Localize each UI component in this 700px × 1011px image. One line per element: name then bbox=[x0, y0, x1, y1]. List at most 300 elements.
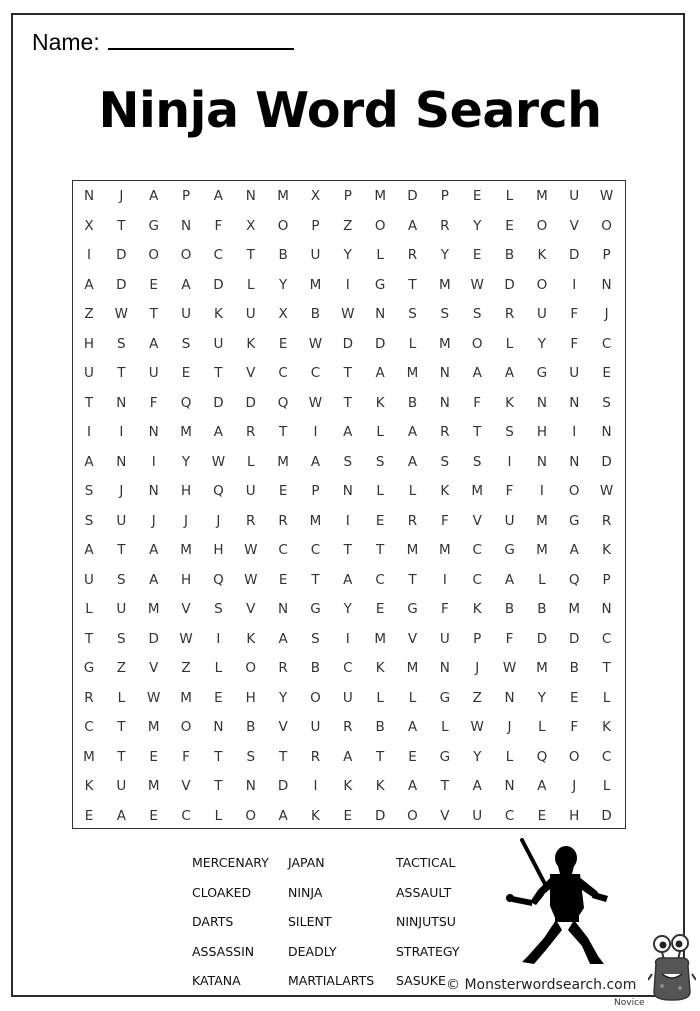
grid-cell[interactable]: L bbox=[376, 424, 384, 440]
grid-cell[interactable]: Q bbox=[213, 483, 224, 499]
grid-cell[interactable]: B bbox=[569, 660, 579, 676]
grid-cell[interactable]: C bbox=[181, 807, 191, 824]
grid-cell[interactable]: C bbox=[343, 660, 353, 676]
grid-cell[interactable]: W bbox=[599, 188, 614, 204]
grid-cell[interactable]: T bbox=[343, 394, 352, 411]
grid-cell[interactable]: V bbox=[181, 778, 191, 794]
grid-cell[interactable]: E bbox=[408, 748, 417, 765]
grid-cell[interactable]: M bbox=[536, 542, 548, 558]
grid-cell[interactable]: U bbox=[116, 601, 127, 617]
grid-cell[interactable]: N bbox=[83, 188, 95, 204]
grid-cell[interactable]: V bbox=[149, 660, 159, 676]
grid-cell[interactable]: A bbox=[84, 276, 94, 293]
grid-cell[interactable]: T bbox=[473, 424, 482, 440]
grid-cell[interactable]: N bbox=[601, 601, 612, 617]
grid-cell[interactable]: N bbox=[342, 483, 353, 499]
grid-cell[interactable]: D bbox=[116, 247, 127, 263]
grid-cell[interactable]: E bbox=[537, 807, 547, 824]
grid-cell[interactable]: E bbox=[472, 247, 482, 263]
grid-cell[interactable]: C bbox=[601, 630, 612, 647]
grid-cell[interactable]: A bbox=[343, 571, 353, 588]
grid-cell[interactable]: L bbox=[408, 689, 417, 706]
grid-cell[interactable]: K bbox=[602, 542, 612, 558]
grid-cell[interactable]: N bbox=[601, 424, 612, 440]
grid-cell[interactable]: F bbox=[473, 394, 482, 411]
grid-cell[interactable]: B bbox=[407, 394, 418, 411]
grid-cell[interactable]: O bbox=[407, 807, 418, 824]
grid-cell[interactable]: D bbox=[374, 807, 386, 824]
grid-cell[interactable]: O bbox=[277, 217, 289, 234]
grid-cell[interactable]: V bbox=[407, 630, 418, 647]
grid-cell[interactable]: F bbox=[182, 748, 190, 765]
grid-cell[interactable]: A bbox=[472, 365, 482, 381]
grid-cell[interactable]: P bbox=[311, 217, 320, 234]
grid-cell[interactable]: C bbox=[504, 807, 515, 824]
grid-cell[interactable]: L bbox=[376, 247, 384, 263]
grid-cell[interactable]: C bbox=[278, 542, 288, 558]
grid-cell[interactable]: J bbox=[119, 483, 124, 499]
grid-cell[interactable]: W bbox=[244, 571, 258, 588]
grid-cell[interactable]: S bbox=[181, 335, 191, 352]
grid-cell[interactable]: N bbox=[439, 660, 450, 676]
grid-cell[interactable]: S bbox=[472, 306, 482, 322]
grid-cell[interactable]: U bbox=[310, 247, 321, 263]
grid-cell[interactable]: R bbox=[84, 689, 94, 706]
grid-cell[interactable]: D bbox=[342, 335, 353, 352]
grid-cell[interactable]: C bbox=[375, 571, 385, 588]
grid-cell[interactable]: M bbox=[439, 542, 451, 558]
grid-cell[interactable]: E bbox=[569, 689, 579, 706]
grid-cell[interactable]: W bbox=[341, 306, 355, 322]
grid-cell[interactable]: T bbox=[117, 217, 126, 234]
grid-cell[interactable]: A bbox=[310, 453, 321, 470]
grid-cell[interactable]: K bbox=[375, 394, 385, 411]
grid-cell[interactable]: W bbox=[308, 394, 323, 411]
grid-cell[interactable]: R bbox=[407, 512, 418, 529]
grid-cell[interactable]: K bbox=[84, 778, 94, 794]
grid-cell[interactable]: E bbox=[278, 571, 288, 588]
grid-cell[interactable]: U bbox=[181, 306, 191, 322]
grid-cell[interactable]: M bbox=[471, 483, 484, 499]
grid-cell[interactable]: M bbox=[180, 542, 192, 558]
grid-cell[interactable]: V bbox=[440, 807, 450, 824]
grid-cell[interactable]: O bbox=[374, 217, 386, 234]
grid-cell[interactable]: C bbox=[278, 365, 288, 381]
grid-cell[interactable]: N bbox=[245, 778, 256, 794]
grid-cell[interactable]: A bbox=[149, 571, 159, 588]
grid-cell[interactable]: D bbox=[116, 276, 127, 293]
grid-cell[interactable]: I bbox=[572, 424, 577, 440]
grid-cell[interactable]: C bbox=[472, 542, 482, 558]
grid-cell[interactable]: K bbox=[246, 335, 256, 352]
grid-cell[interactable]: M bbox=[439, 335, 451, 352]
grid-cell[interactable]: N bbox=[439, 394, 450, 411]
grid-cell[interactable]: U bbox=[245, 306, 256, 322]
grid-cell[interactable]: G bbox=[439, 689, 451, 706]
grid-cell[interactable]: K bbox=[246, 630, 256, 647]
grid-cell[interactable]: H bbox=[180, 483, 192, 499]
grid-cell[interactable]: R bbox=[278, 660, 288, 676]
grid-cell[interactable]: J bbox=[184, 512, 189, 529]
grid-cell[interactable]: S bbox=[408, 306, 417, 322]
grid-cell[interactable]: E bbox=[375, 601, 385, 617]
grid-cell[interactable]: A bbox=[343, 424, 353, 440]
grid-cell[interactable]: A bbox=[213, 188, 224, 204]
grid-cell[interactable]: D bbox=[374, 335, 386, 352]
grid-cell[interactable]: O bbox=[245, 660, 257, 676]
grid-cell[interactable]: C bbox=[601, 748, 612, 765]
grid-cell[interactable]: D bbox=[407, 188, 418, 204]
grid-cell[interactable]: T bbox=[214, 778, 223, 794]
grid-cell[interactable]: D bbox=[213, 276, 224, 293]
grid-cell[interactable]: L bbox=[505, 188, 514, 204]
grid-cell[interactable]: L bbox=[408, 483, 417, 499]
grid-cell[interactable]: T bbox=[117, 748, 126, 765]
grid-cell[interactable]: D bbox=[536, 630, 548, 647]
grid-cell[interactable]: O bbox=[536, 217, 548, 234]
grid-cell[interactable]: T bbox=[602, 660, 611, 676]
grid-cell[interactable]: L bbox=[505, 335, 514, 352]
grid-cell[interactable]: I bbox=[313, 424, 318, 440]
grid-cell[interactable]: U bbox=[472, 807, 483, 824]
grid-cell[interactable]: F bbox=[570, 719, 579, 735]
grid-cell[interactable]: A bbox=[407, 719, 418, 735]
grid-cell[interactable]: U bbox=[116, 512, 127, 529]
grid-cell[interactable]: D bbox=[569, 630, 580, 647]
grid-cell[interactable]: A bbox=[375, 365, 385, 381]
grid-cell[interactable]: A bbox=[407, 424, 418, 440]
grid-cell[interactable]: S bbox=[343, 453, 353, 470]
grid-cell[interactable]: M bbox=[147, 719, 160, 735]
grid-cell[interactable]: O bbox=[180, 719, 192, 735]
grid-cell[interactable]: B bbox=[375, 719, 385, 735]
grid-cell[interactable]: U bbox=[569, 188, 580, 204]
grid-cell[interactable]: E bbox=[149, 276, 158, 293]
grid-cell[interactable]: U bbox=[439, 630, 450, 647]
grid-cell[interactable]: A bbox=[569, 542, 579, 558]
grid-cell[interactable]: A bbox=[181, 276, 191, 293]
grid-cell[interactable]: N bbox=[601, 276, 612, 293]
grid-cell[interactable]: W bbox=[179, 630, 193, 647]
grid-cell[interactable]: U bbox=[536, 306, 547, 322]
grid-cell[interactable]: N bbox=[536, 453, 547, 470]
grid-cell[interactable]: Z bbox=[343, 217, 353, 234]
grid-cell[interactable]: M bbox=[277, 188, 289, 204]
grid-cell[interactable]: P bbox=[181, 188, 191, 204]
grid-cell[interactable]: K bbox=[343, 778, 353, 794]
grid-cell[interactable]: T bbox=[278, 748, 288, 765]
grid-cell[interactable]: R bbox=[246, 424, 256, 440]
grid-cell[interactable]: A bbox=[149, 335, 159, 352]
grid-cell[interactable]: R bbox=[246, 512, 256, 529]
grid-cell[interactable]: F bbox=[505, 630, 514, 647]
grid-cell[interactable]: I bbox=[216, 630, 221, 647]
grid-cell[interactable]: L bbox=[376, 483, 384, 499]
grid-cell[interactable]: G bbox=[536, 365, 548, 381]
grid-cell[interactable]: M bbox=[536, 660, 548, 676]
grid-cell[interactable]: E bbox=[505, 217, 514, 234]
grid-cell[interactable]: U bbox=[342, 689, 353, 706]
grid-cell[interactable]: K bbox=[213, 306, 223, 322]
grid-cell[interactable]: I bbox=[442, 571, 447, 588]
grid-cell[interactable]: W bbox=[502, 660, 517, 676]
grid-cell[interactable]: T bbox=[214, 748, 223, 765]
grid-cell[interactable]: L bbox=[214, 660, 223, 676]
grid-cell[interactable]: W bbox=[308, 335, 323, 352]
grid-cell[interactable]: N bbox=[148, 483, 159, 499]
grid-cell[interactable]: M bbox=[83, 748, 95, 765]
grid-cell[interactable]: N bbox=[213, 719, 224, 735]
grid-cell[interactable]: E bbox=[278, 335, 288, 352]
grid-cell[interactable]: T bbox=[278, 424, 288, 440]
grid-cell[interactable]: W bbox=[211, 453, 226, 470]
grid-cell[interactable]: T bbox=[408, 276, 417, 293]
grid-cell[interactable]: I bbox=[539, 483, 544, 499]
grid-cell[interactable]: T bbox=[408, 571, 417, 588]
grid-cell[interactable]: L bbox=[376, 689, 384, 706]
grid-cell[interactable]: V bbox=[246, 365, 256, 381]
grid-cell[interactable]: Z bbox=[116, 660, 126, 676]
grid-cell[interactable]: I bbox=[87, 247, 91, 263]
grid-cell[interactable]: M bbox=[309, 276, 322, 293]
grid-cell[interactable]: G bbox=[374, 276, 386, 293]
grid-cell[interactable]: K bbox=[375, 778, 385, 794]
grid-cell[interactable]: C bbox=[310, 542, 321, 558]
grid-cell[interactable]: S bbox=[246, 748, 256, 765]
grid-cell[interactable]: C bbox=[84, 719, 94, 735]
grid-cell[interactable]: V bbox=[278, 719, 288, 735]
grid-cell[interactable]: R bbox=[440, 217, 450, 234]
grid-cell[interactable]: J bbox=[572, 778, 577, 794]
grid-cell[interactable]: D bbox=[213, 394, 224, 411]
grid-cell[interactable]: L bbox=[117, 689, 126, 706]
grid-cell[interactable]: M bbox=[374, 630, 386, 647]
grid-cell[interactable]: E bbox=[149, 748, 158, 765]
grid-cell[interactable]: F bbox=[505, 483, 514, 499]
grid-cell[interactable]: A bbox=[343, 748, 353, 765]
grid-cell[interactable]: L bbox=[505, 748, 514, 765]
grid-cell[interactable]: V bbox=[246, 601, 256, 617]
grid-cell[interactable]: D bbox=[601, 453, 612, 470]
grid-cell[interactable]: A bbox=[407, 778, 418, 794]
grid-cell[interactable]: K bbox=[602, 719, 612, 735]
grid-cell[interactable]: W bbox=[147, 689, 161, 706]
grid-cell[interactable]: T bbox=[214, 365, 223, 381]
grid-cell[interactable]: U bbox=[245, 483, 256, 499]
grid-cell[interactable]: K bbox=[375, 660, 385, 676]
grid-cell[interactable]: A bbox=[407, 453, 418, 470]
grid-cell[interactable]: K bbox=[311, 807, 320, 824]
grid-cell[interactable]: M bbox=[439, 276, 451, 293]
grid-cell[interactable]: L bbox=[602, 689, 611, 706]
grid-cell[interactable]: T bbox=[376, 748, 385, 765]
grid-cell[interactable]: N bbox=[375, 306, 386, 322]
grid-cell[interactable]: E bbox=[84, 807, 94, 824]
grid-cell[interactable]: F bbox=[440, 601, 449, 617]
grid-cell[interactable]: A bbox=[407, 217, 418, 234]
grid-cell[interactable]: Y bbox=[440, 247, 449, 263]
grid-cell[interactable]: S bbox=[117, 630, 126, 647]
grid-cell[interactable]: H bbox=[536, 424, 547, 440]
grid-cell[interactable]: U bbox=[84, 571, 94, 588]
grid-cell[interactable]: N bbox=[569, 394, 580, 411]
grid-cell[interactable]: G bbox=[569, 512, 580, 529]
grid-cell[interactable]: Z bbox=[472, 689, 482, 706]
grid-cell[interactable]: L bbox=[538, 571, 546, 588]
grid-cell[interactable]: W bbox=[470, 276, 484, 293]
grid-cell[interactable]: A bbox=[537, 778, 547, 794]
grid-cell[interactable]: W bbox=[244, 542, 258, 558]
grid-cell[interactable]: M bbox=[147, 601, 160, 617]
grid-cell[interactable]: P bbox=[473, 630, 482, 647]
name-blank-line[interactable] bbox=[108, 28, 294, 50]
grid-cell[interactable]: Y bbox=[278, 689, 288, 706]
grid-cell[interactable]: L bbox=[214, 807, 223, 824]
grid-cell[interactable]: S bbox=[84, 483, 94, 499]
grid-cell[interactable]: U bbox=[116, 778, 127, 794]
grid-cell[interactable]: Y bbox=[537, 689, 547, 706]
grid-cell[interactable]: N bbox=[504, 778, 515, 794]
grid-cell[interactable]: M bbox=[374, 188, 386, 204]
grid-cell[interactable]: K bbox=[472, 601, 482, 617]
grid-cell[interactable]: Q bbox=[213, 571, 224, 588]
grid-cell[interactable]: X bbox=[310, 188, 321, 204]
grid-cell[interactable]: L bbox=[602, 778, 611, 794]
grid-cell[interactable]: C bbox=[601, 335, 612, 352]
grid-cell[interactable]: E bbox=[472, 188, 482, 204]
grid-cell[interactable]: B bbox=[310, 306, 321, 322]
grid-cell[interactable]: G bbox=[148, 217, 159, 234]
grid-cell[interactable]: Q bbox=[277, 394, 289, 411]
grid-cell[interactable]: P bbox=[440, 188, 449, 204]
grid-cell[interactable]: Q bbox=[536, 748, 548, 765]
grid-cell[interactable]: I bbox=[119, 424, 124, 440]
grid-cell[interactable]: R bbox=[310, 748, 321, 765]
grid-cell[interactable]: M bbox=[180, 689, 192, 706]
grid-cell[interactable]: T bbox=[84, 630, 94, 647]
grid-cell[interactable]: A bbox=[149, 188, 159, 204]
grid-cell[interactable]: N bbox=[439, 365, 450, 381]
grid-cell[interactable]: U bbox=[84, 365, 94, 381]
grid-cell[interactable]: Y bbox=[278, 276, 288, 293]
grid-cell[interactable]: D bbox=[277, 778, 289, 794]
grid-cell[interactable]: E bbox=[602, 365, 611, 381]
grid-cell[interactable]: V bbox=[181, 601, 191, 617]
grid-cell[interactable]: O bbox=[471, 335, 483, 352]
grid-cell[interactable]: O bbox=[536, 276, 548, 293]
grid-cell[interactable]: M bbox=[406, 660, 419, 676]
grid-cell[interactable]: O bbox=[601, 217, 612, 234]
grid-cell[interactable]: T bbox=[343, 365, 352, 381]
grid-cell[interactable]: E bbox=[343, 807, 353, 824]
grid-cell[interactable]: B bbox=[310, 660, 321, 676]
grid-cell[interactable]: A bbox=[504, 571, 515, 588]
grid-cell[interactable]: F bbox=[570, 335, 579, 352]
grid-cell[interactable]: P bbox=[602, 247, 611, 263]
grid-cell[interactable]: R bbox=[440, 424, 450, 440]
grid-cell[interactable]: P bbox=[311, 483, 320, 499]
grid-cell[interactable]: I bbox=[87, 424, 91, 440]
grid-cell[interactable]: H bbox=[180, 571, 192, 588]
grid-cell[interactable]: Z bbox=[181, 660, 191, 676]
grid-cell[interactable]: O bbox=[245, 807, 257, 824]
grid-cell[interactable]: A bbox=[84, 453, 94, 470]
grid-cell[interactable]: C bbox=[213, 247, 224, 263]
grid-cell[interactable]: A bbox=[504, 365, 515, 381]
grid-cell[interactable]: K bbox=[440, 483, 450, 499]
grid-cell[interactable]: Y bbox=[473, 748, 482, 765]
grid-cell[interactable]: O bbox=[310, 689, 321, 706]
grid-cell[interactable]: X bbox=[278, 306, 288, 322]
grid-cell[interactable]: I bbox=[507, 453, 512, 470]
grid-cell[interactable]: M bbox=[277, 453, 289, 470]
grid-cell[interactable]: S bbox=[214, 601, 223, 617]
grid-cell[interactable]: S bbox=[472, 453, 482, 470]
grid-cell[interactable]: X bbox=[246, 217, 256, 234]
grid-cell[interactable]: Y bbox=[181, 453, 191, 470]
grid-cell[interactable]: M bbox=[536, 188, 548, 204]
grid-cell[interactable]: S bbox=[602, 394, 611, 411]
grid-cell[interactable]: V bbox=[569, 217, 579, 234]
grid-cell[interactable]: E bbox=[278, 483, 288, 499]
grid-cell[interactable]: S bbox=[84, 512, 94, 529]
grid-cell[interactable]: N bbox=[245, 188, 256, 204]
grid-cell[interactable]: Y bbox=[473, 217, 482, 234]
grid-cell[interactable]: M bbox=[536, 512, 548, 529]
grid-cell[interactable]: H bbox=[213, 542, 224, 558]
grid-cell[interactable]: D bbox=[504, 276, 515, 293]
grid-cell[interactable]: M bbox=[568, 601, 581, 617]
grid-cell[interactable]: A bbox=[84, 542, 94, 558]
grid-cell[interactable]: N bbox=[180, 217, 192, 234]
grid-cell[interactable]: E bbox=[375, 512, 385, 529]
grid-cell[interactable]: Y bbox=[343, 247, 352, 263]
grid-cell[interactable]: J bbox=[507, 719, 512, 735]
grid-cell[interactable]: B bbox=[504, 247, 515, 263]
grid-cell[interactable]: T bbox=[117, 719, 126, 735]
grid-cell[interactable]: A bbox=[213, 424, 224, 440]
grid-cell[interactable]: U bbox=[569, 365, 580, 381]
grid-cell[interactable]: S bbox=[117, 335, 126, 352]
grid-cell[interactable]: I bbox=[313, 778, 318, 794]
grid-cell[interactable]: G bbox=[310, 601, 321, 617]
grid-cell[interactable]: C bbox=[310, 365, 321, 381]
grid-cell[interactable]: B bbox=[537, 601, 547, 617]
grid-cell[interactable]: L bbox=[408, 335, 417, 352]
grid-cell[interactable]: Q bbox=[568, 571, 580, 588]
grid-cell[interactable]: D bbox=[148, 630, 159, 647]
grid-cell[interactable]: G bbox=[407, 601, 418, 617]
grid-cell[interactable]: T bbox=[343, 542, 352, 558]
grid-cell[interactable]: T bbox=[84, 394, 94, 411]
grid-cell[interactable]: N bbox=[569, 453, 580, 470]
grid-cell[interactable]: I bbox=[345, 512, 350, 529]
grid-cell[interactable]: N bbox=[504, 689, 515, 706]
grid-cell[interactable]: T bbox=[246, 247, 255, 263]
grid-cell[interactable]: R bbox=[601, 512, 612, 529]
grid-cell[interactable]: Y bbox=[537, 335, 547, 352]
grid-cell[interactable]: D bbox=[601, 807, 612, 824]
grid-cell[interactable]: Z bbox=[84, 306, 94, 322]
grid-cell[interactable]: S bbox=[311, 630, 320, 647]
grid-cell[interactable]: L bbox=[246, 276, 255, 293]
grid-cell[interactable]: U bbox=[213, 335, 224, 352]
grid-cell[interactable]: P bbox=[602, 571, 611, 588]
grid-cell[interactable]: K bbox=[505, 394, 514, 411]
grid-cell[interactable]: N bbox=[116, 453, 127, 470]
grid-cell[interactable]: W bbox=[470, 719, 484, 735]
grid-cell[interactable]: Y bbox=[343, 601, 352, 617]
